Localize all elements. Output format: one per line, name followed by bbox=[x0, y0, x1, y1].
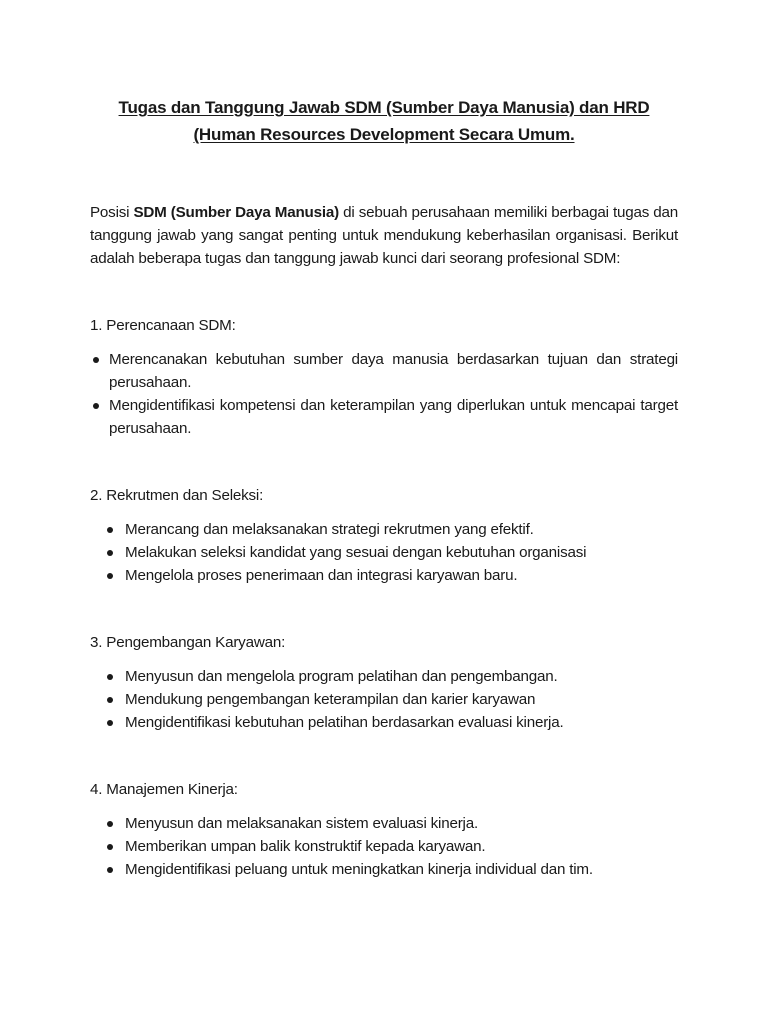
list-item-text: Mengidentifikasi peluang untuk meningkatkan kinerja individual dan tim. bbox=[125, 861, 593, 878]
list-item bbox=[90, 394, 678, 440]
list-item bbox=[90, 665, 678, 688]
list-item-text: Mengidentifikasi kebutuhan pelatihan berdasarkan evaluasi kinerja. bbox=[125, 714, 564, 731]
section-perencanaan-sdm bbox=[90, 314, 678, 440]
list-item-text: Menyusun dan mengelola program pelatihan dan pengembangan. bbox=[125, 668, 558, 685]
bullet-icon bbox=[107, 573, 113, 579]
bullet-icon bbox=[107, 720, 113, 726]
list-item bbox=[90, 564, 678, 587]
intro-bold-term: SDM (Sumber Daya Manusia) bbox=[133, 204, 340, 221]
list-item bbox=[90, 688, 678, 711]
list-item-text: Melakukan seleksi kandidat yang sesuai dengan kebutuhan organisasi bbox=[125, 544, 587, 561]
bullet-icon bbox=[107, 527, 113, 533]
bullet-list bbox=[90, 518, 678, 587]
intro-prefix: Posisi bbox=[90, 204, 134, 221]
list-item-text: Menyusun dan melaksanakan sistem evaluasi kinerja. bbox=[125, 815, 479, 832]
bullet-icon bbox=[93, 403, 99, 409]
section-heading: 1. Perencanaan SDM: bbox=[90, 317, 236, 334]
bullet-list bbox=[90, 665, 678, 734]
bullet-icon bbox=[107, 867, 113, 873]
bullet-list bbox=[90, 812, 678, 881]
document-title bbox=[90, 94, 678, 148]
list-item-text: Merancang dan melaksanakan strategi rekrutmen yang efektif. bbox=[125, 521, 534, 538]
section-manajemen-kinerja bbox=[90, 778, 678, 881]
list-item-text: Mengelola proses penerimaan dan integrasi karyawan baru. bbox=[125, 567, 518, 584]
bullet-list bbox=[90, 348, 678, 440]
list-item-text: Mengidentifikasi kompetensi dan keterampilan yang diperlukan untuk mencapai target perusahaan. bbox=[109, 397, 678, 437]
section-heading: 3. Pengembangan Karyawan: bbox=[90, 634, 286, 651]
list-item-text: Mendukung pengembangan keterampilan dan karier karyawan bbox=[125, 691, 536, 708]
intro-paragraph bbox=[90, 201, 678, 270]
section-heading: 4. Manajemen Kinerja: bbox=[90, 781, 238, 798]
title-line-1: Tugas dan Tanggung Jawab SDM (Sumber Daya Manusia) dan HRD bbox=[118, 98, 650, 117]
section-rekrutmen-seleksi bbox=[90, 484, 678, 587]
bullet-icon bbox=[93, 357, 99, 363]
list-item bbox=[90, 518, 678, 541]
list-item bbox=[90, 858, 678, 881]
list-item-text: Merencanakan kebutuhan sumber daya manusia berdasarkan tujuan dan strategi perusahaan. bbox=[109, 351, 678, 391]
list-item bbox=[90, 812, 678, 835]
bullet-icon bbox=[107, 821, 113, 827]
bullet-icon bbox=[107, 674, 113, 680]
title-line-2: (Human Resources Development Secara Umum. bbox=[193, 125, 575, 144]
list-item bbox=[90, 348, 678, 394]
section-heading: 2. Rekrutmen dan Seleksi: bbox=[90, 487, 264, 504]
list-item bbox=[90, 835, 678, 858]
bullet-icon bbox=[107, 697, 113, 703]
bullet-icon bbox=[107, 844, 113, 850]
list-item-text: Memberikan umpan balik konstruktif kepada karyawan. bbox=[125, 838, 486, 855]
list-item bbox=[90, 541, 678, 564]
section-pengembangan-karyawan bbox=[90, 631, 678, 734]
list-item bbox=[90, 711, 678, 734]
bullet-icon bbox=[107, 550, 113, 556]
intro-suffix: di sebuah perusahaan memiliki berbagai tugas dan tanggung jawab yang sangat penting untuk mendukung keberhasilan organisasi. Berikut adalah beberapa tugas dan tanggung jawab kunci dari seorang profesional SDM: bbox=[90, 204, 678, 267]
